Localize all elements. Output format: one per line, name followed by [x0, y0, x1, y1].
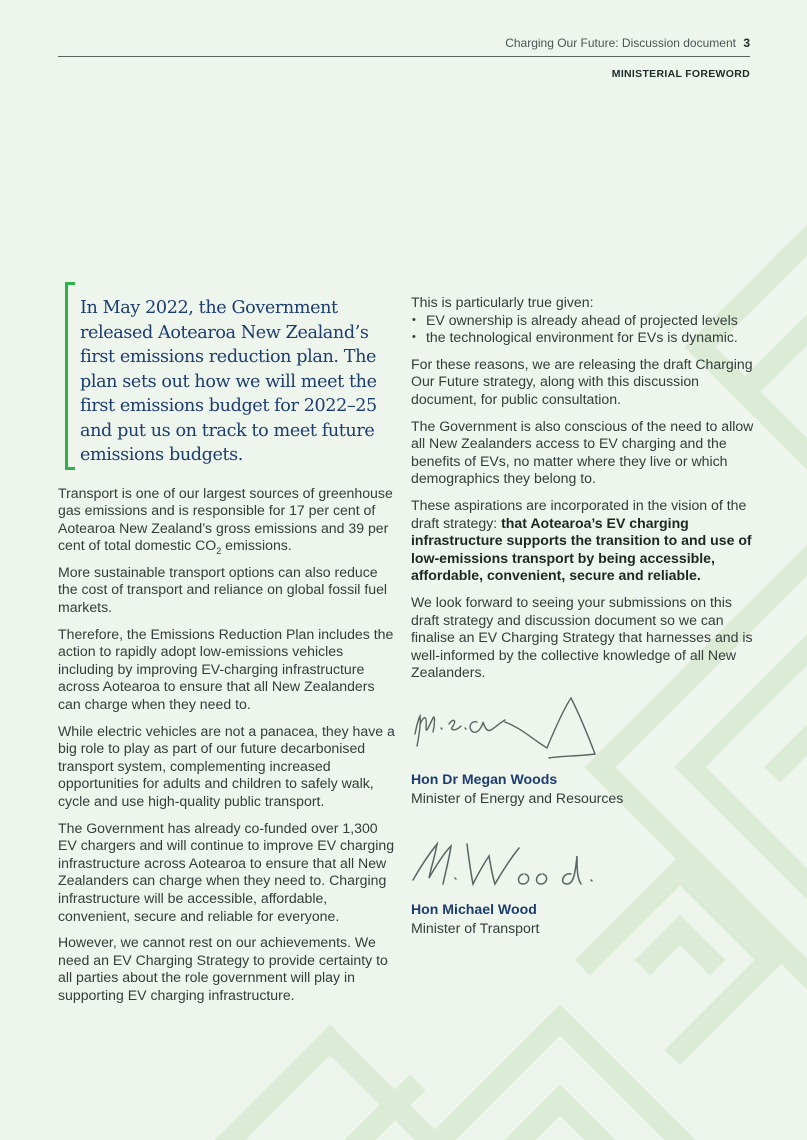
list-item: • the technological environment for EVs is dynamic. — [411, 329, 756, 347]
body-paragraph: Transport is one of our largest sources of greenhouse gas emissions and is responsible for 17 per cent of Aotearoa New Zealand’s gross emissions and 39 per cent of total domestic $CO_2$ emissions. — [58, 484, 393, 557]
header-divider — [58, 56, 750, 57]
body-paragraph: For these reasons, we are releasing the draft Charging Our Future strategy, along with this discussion document, for public consultation. — [411, 355, 753, 407]
list-item: • EV ownership is already ahead of projected levels — [411, 312, 756, 330]
signature-michael-wood — [411, 836, 611, 894]
body-paragraph: More sustainable transport options can also reduce the cost of transport and reliance on global fossil fuel markets. — [58, 563, 388, 616]
body-paragraph: The Government is also conscious of the need to allow all New Zealanders access to EV charging and the benefits of EVs, no matter where they live or which demographics they belong to. — [411, 417, 754, 487]
right-column — [411, 294, 756, 938]
pull-quote-text: In May 2022, the Government released Aotearoa New Zealand’s first emissions reduction plan. The plan sets out how we will meet the first emissions budget for 2022–25 and put us on track to meet future emissions budgets. — [80, 298, 377, 465]
body-paragraph: We look forward to seeing your submissions on this draft strategy and discussion document so we can finalise an EV Charging Strategy that harnesses and is well-informed by the collective knowledge of all New Zealanders. — [411, 593, 753, 681]
running-header — [58, 36, 750, 56]
signature-megan-woods — [411, 694, 611, 764]
bullet-list — [411, 312, 756, 347]
page-number: 3 — [743, 36, 750, 50]
signer-name: Hon Michael Wood — [411, 900, 537, 917]
pull-quote — [58, 282, 398, 470]
vision-statement: that Aotearoa’s EV charging infrastructure supports the transition to and use of low-emissions transport by being accessible, affordable, convenient, secure and reliable. — [411, 514, 752, 584]
left-column — [58, 282, 398, 1014]
page-header — [58, 36, 750, 80]
signer-name: Hon Dr Megan Woods — [411, 770, 558, 787]
signer-title: Minister of Transport — [411, 919, 540, 936]
signer-title: Minister of Energy and Resources — [411, 789, 624, 806]
quote-bracket — [65, 282, 75, 470]
body-paragraph: The Government has already co-funded over 1,300 EV chargers and will continue to improve EV charging infrastructure across Aotearoa to ensure that all New Zealanders can charge when they need to. Charging infrastructure will be accessible, affordable, convenient, secure and reliable for everyone. — [58, 819, 395, 924]
body-paragraph: However, we cannot rest on our achievements. We need an EV Charging Strategy to provide certainty to all parties about the role government will play in supporting EV charging infrastructure. — [58, 934, 388, 1003]
body-paragraph: While electric vehicles are not a panacea, they have a big role to play as part of our future decarbonised transport system, complementing increased opportunities for adults and children to safely walk, cycle and use high-quality public transport. — [58, 722, 395, 809]
body-paragraph: This is particularly true given: — [411, 294, 594, 310]
section-label: MINISTERIAL FOREWORD — [611, 68, 750, 80]
body-paragraph: These aspirations are incorporated in the vision of the draft strategy: that Aotearoa’s EV charging infrastructure supports the transition to and use of low-emissions transport by being accessible, affordable, convenient, secure and reliable. — [411, 496, 752, 584]
body-paragraph: Therefore, the Emissions Reduction Plan includes the action to rapidly adopt low-emissions vehicles including by improving EV-charging infrastructure across Aotearoa to ensure that all New Zealanders can charge when they need to. — [58, 625, 394, 713]
document-title: Charging Our Future: Discussion document — [505, 36, 736, 50]
